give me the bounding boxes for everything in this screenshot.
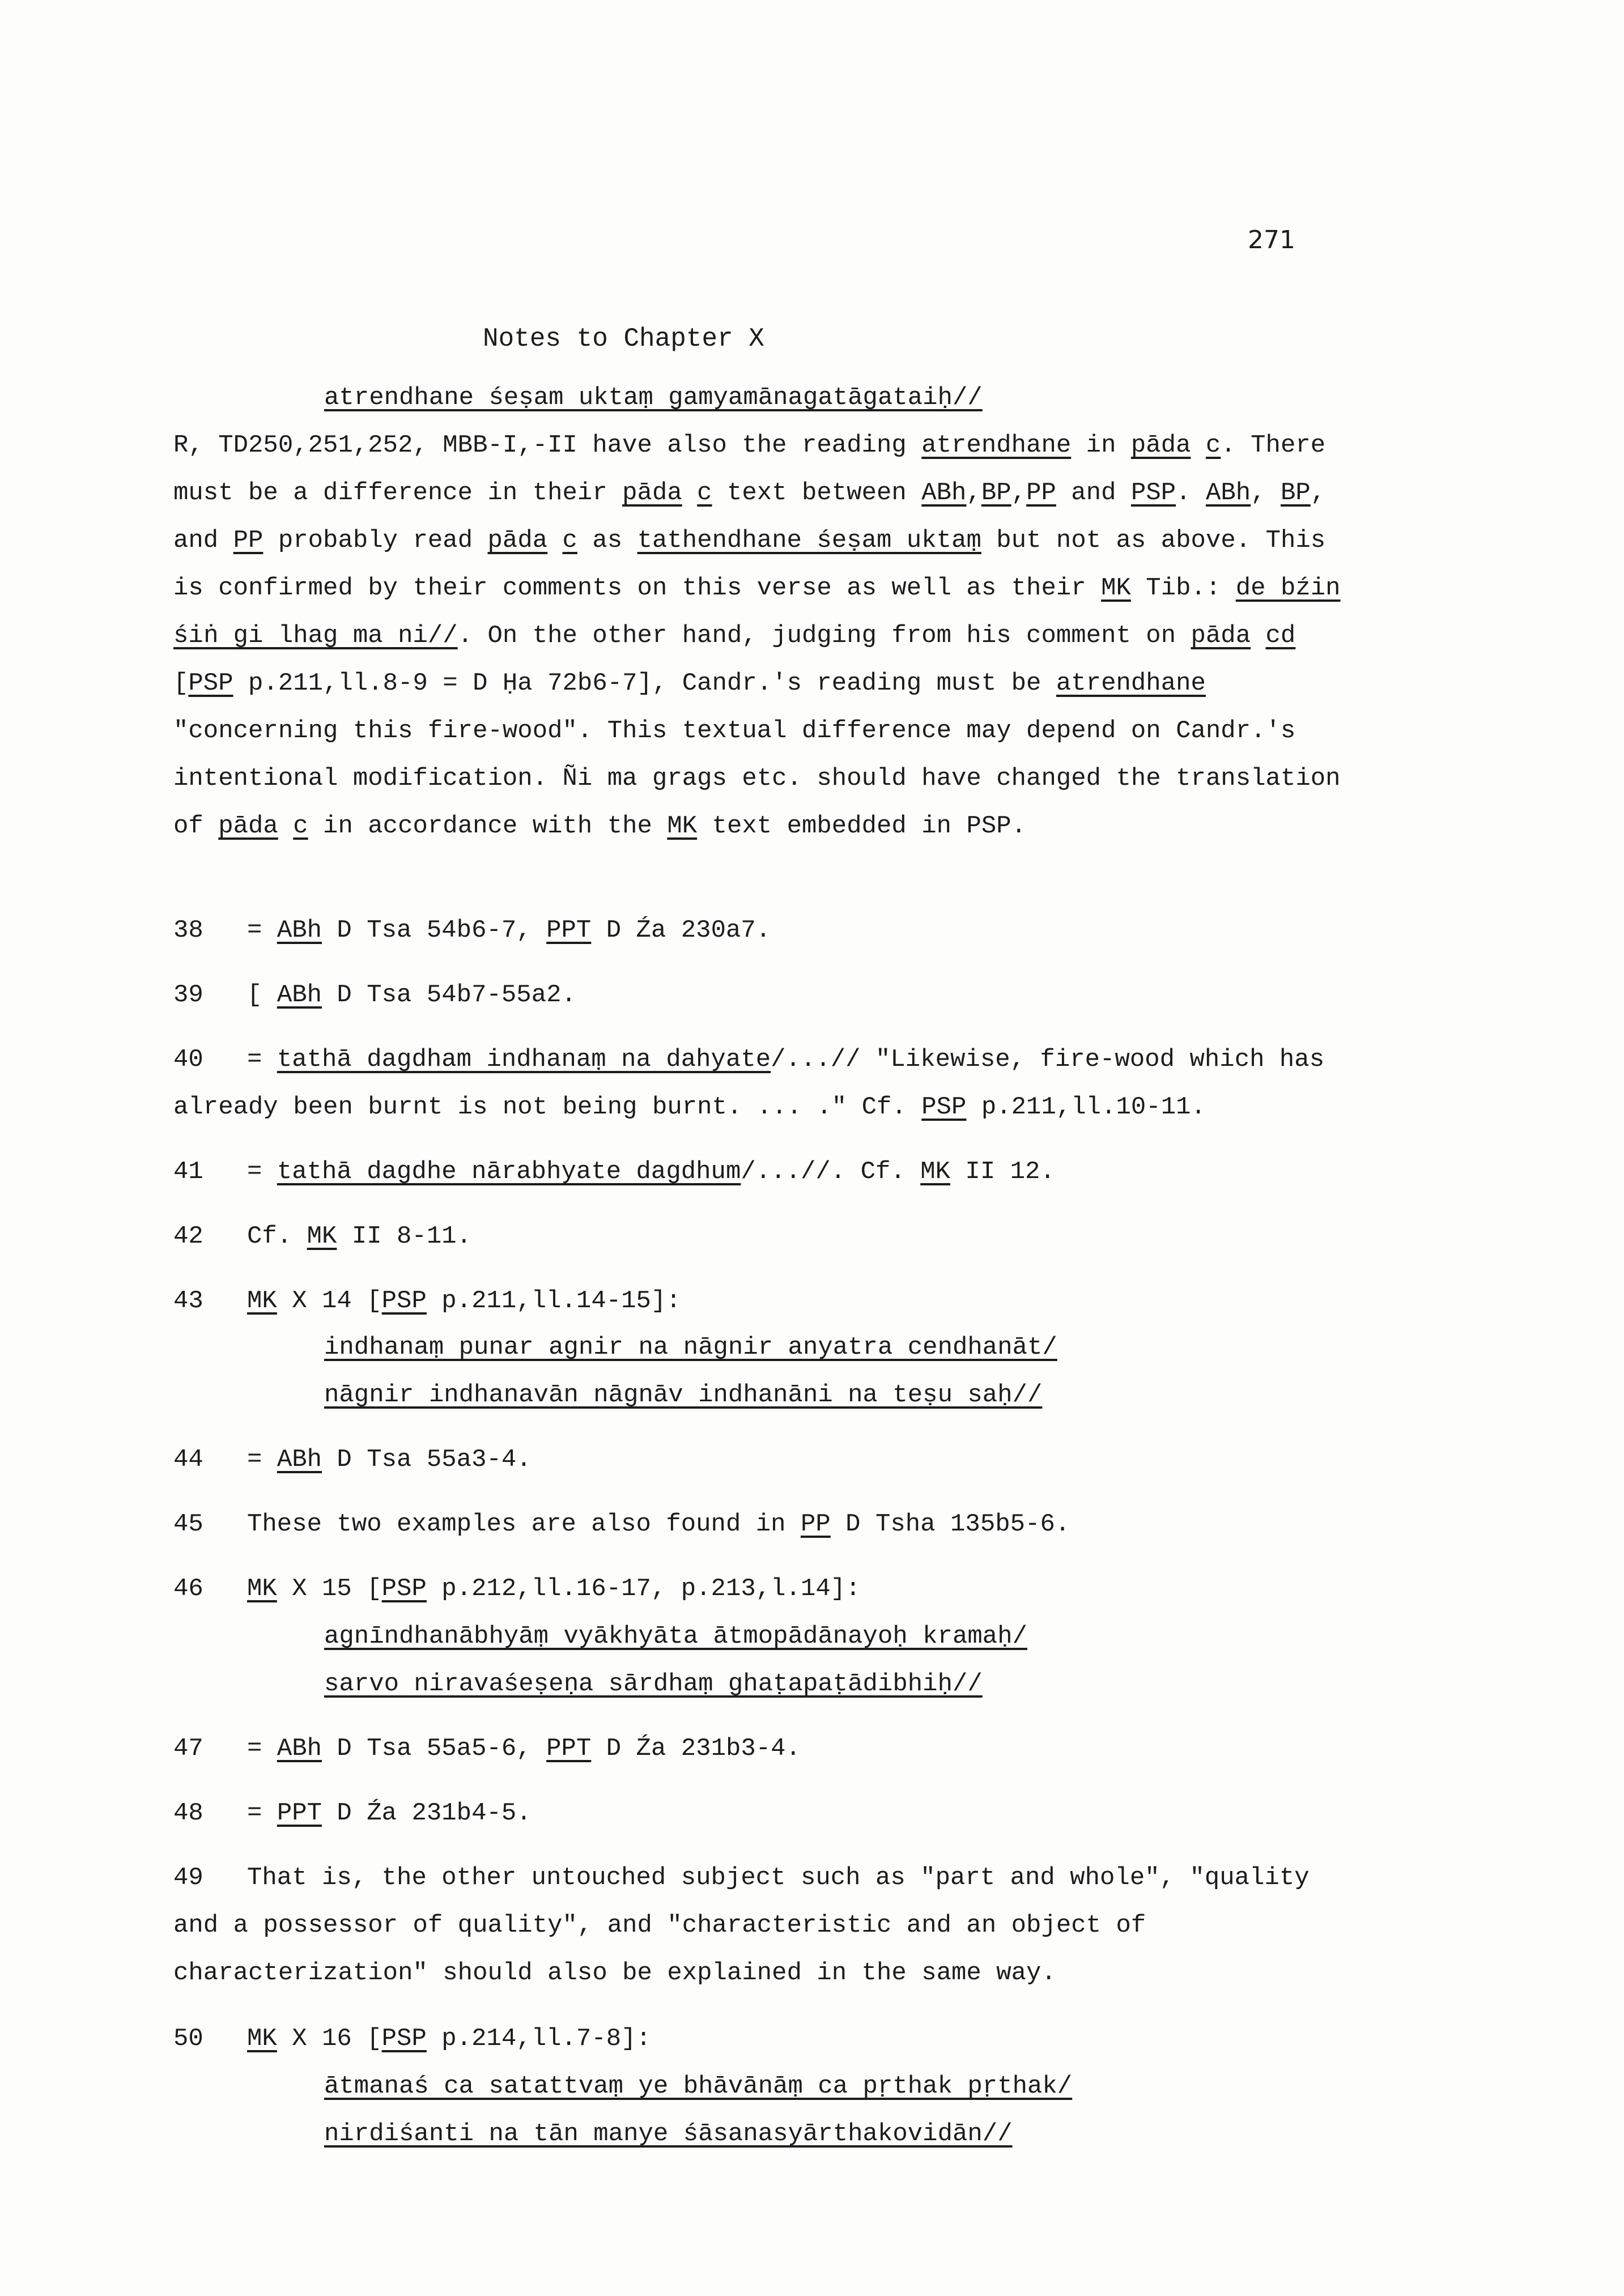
note-number: 49	[173, 1864, 203, 1892]
text-run: X 16 [	[277, 2025, 382, 2053]
underlined-term: cd	[1265, 622, 1296, 650]
text-run: , and	[173, 479, 1326, 555]
underlined-term: PP	[800, 1510, 831, 1538]
text-run: Tib.:	[1130, 574, 1236, 602]
note-number: 44	[173, 1445, 203, 1474]
text-run: D Tsa 55a3-4.	[322, 1445, 532, 1474]
text-run: . There must be a difference in their	[173, 431, 1326, 507]
underlined-term: tathendhane śeṣam uktaṃ	[637, 526, 981, 555]
text-run: /...//. Cf.	[741, 1158, 921, 1186]
text-run: =	[247, 1799, 277, 1827]
text-run: /...// "Likewise, fire-wood which has already been burnt is not being burnt. ... ." Cf.	[173, 1045, 1325, 1121]
underlined-term: de bźin śiṅ gi lhag ma ni//	[173, 574, 1341, 650]
note-48	[173, 1789, 1352, 1837]
text-run: p.211,ll.14-15]:	[426, 1287, 681, 1315]
text-run: .	[1176, 479, 1206, 507]
note-number: 40	[173, 1045, 203, 1074]
text-run: D Źa 231b3-4.	[591, 1734, 801, 1763]
verse-43-line-1: indhanaṃ punar agnir na nāgnir anyatra cendhanāt/	[324, 1333, 1057, 1362]
text-run: text embedded in PSP.	[697, 812, 1027, 840]
underlined-term: ABh	[277, 981, 322, 1009]
text-run: D Źa 230a7.	[591, 916, 771, 945]
underlined-term: PSP	[1130, 479, 1176, 507]
text-run: D Tsha 135b5-6.	[830, 1510, 1070, 1538]
note-number: 39	[173, 981, 203, 1009]
underlined-term: pāda	[622, 479, 682, 507]
text-run: X 14 [	[277, 1287, 382, 1315]
note-number: 38	[173, 916, 203, 945]
underlined-term: ABh	[277, 916, 322, 945]
text-run: D Tsa 55a5-6,	[322, 1734, 547, 1763]
underlined-term: PSP	[188, 669, 233, 698]
text-run: That is, the other untouched subject such as "part and whole", "quality and a possessor of quality", and "characteristic and an object of characterization" should also be explained in the same way.	[173, 1864, 1310, 1987]
underlined-term: atrendhane	[921, 431, 1072, 460]
text-run: II 8-11.	[337, 1222, 472, 1251]
text-run: D Tsa 54b6-7,	[322, 916, 547, 945]
text-run: [	[173, 669, 189, 698]
text-run: in accordance with the	[308, 812, 668, 840]
text-run: . On the other hand, judging from his comment on	[457, 622, 1191, 650]
text-run: and	[1056, 479, 1131, 507]
underlined-term: pāda	[1130, 431, 1191, 460]
verse-50-line-2: nirdiśanti na tān manye śāsanasyārthakovidān//	[324, 2120, 1013, 2148]
text-run: R, TD250,251,252, MBB-I,-II have also the reading	[173, 431, 922, 460]
underlined-term: PPT	[546, 916, 592, 945]
underlined-term: PSP	[381, 1575, 427, 1603]
text-run: text between	[712, 479, 922, 507]
note-39	[173, 971, 1352, 1019]
underlined-term: MK	[1101, 574, 1131, 602]
text-run: as	[577, 526, 637, 555]
underlined-term: ABh	[1205, 479, 1251, 507]
text-run: D Tsa 54b7-55a2.	[322, 981, 576, 1009]
page-number: 271	[1248, 226, 1295, 254]
text-run: =	[247, 1445, 277, 1474]
text-run: p.211,ll.10-11.	[966, 1093, 1206, 1121]
underlined-term: MK	[920, 1158, 951, 1186]
note-50	[173, 2015, 1352, 2063]
underlined-term: c	[1205, 431, 1221, 460]
text-run	[1251, 622, 1265, 650]
underlined-term: PPT	[277, 1799, 322, 1827]
text-run: D Źa 231b4-5.	[322, 1799, 532, 1827]
note-43	[173, 1277, 1352, 1325]
text-run: p.211,ll.8-9 = D Ḥa 72b6-7], Candr.'s reading must be	[233, 669, 1056, 698]
chapter-title: Notes to Chapter X	[483, 324, 764, 354]
underlined-term: MK	[307, 1222, 337, 1251]
intro-verse: atrendhane śeṣam uktaṃ gamyamānagatāgataiḥ//	[324, 384, 983, 412]
note-number: 47	[173, 1734, 203, 1763]
text-run: ,	[1011, 479, 1027, 507]
underlined-term: pāda	[1191, 622, 1251, 650]
underlined-term: PPT	[546, 1734, 592, 1763]
text-run: =	[247, 916, 277, 945]
text-run: =	[247, 1045, 277, 1074]
text-run: =	[247, 1158, 277, 1186]
verse-46-line-1: agnīndhanābhyāṃ vyākhyāta ātmopādānayoḥ kramaḥ/	[324, 1622, 1028, 1651]
text-run	[1191, 431, 1206, 460]
underlined-term: tathā dagdham indhanaṃ na dahyate	[277, 1045, 771, 1074]
intro-paragraph	[173, 422, 1352, 850]
note-number: 48	[173, 1799, 203, 1827]
verse-43-line-2: nāgnir indhanavān nāgnāv indhanāni na teṣu saḥ//	[324, 1381, 1043, 1409]
text-run: "concerning this fire-wood". This textual difference may depend on Candr.'s intentional modification. Ñi ma grags etc. should have changed the translation of	[173, 717, 1341, 840]
underlined-term: c	[293, 812, 308, 840]
note-45	[173, 1500, 1352, 1548]
underlined-term: pāda	[218, 812, 278, 840]
text-run: These two examples are also found in	[247, 1510, 801, 1538]
note-38	[173, 907, 1352, 954]
underlined-term: c	[697, 479, 712, 507]
note-46	[173, 1565, 1352, 1613]
verse-50-line-1: ātmanaś ca satattvaṃ ye bhāvānāṃ ca pṛthak pṛthak/	[324, 2072, 1073, 2101]
underlined-term: tathā dagdhe nārabhyate dagdhum	[277, 1158, 741, 1186]
underlined-term: MK	[247, 1575, 277, 1603]
underlined-term: atrendhane	[1056, 669, 1206, 698]
underlined-term: MK	[247, 2025, 277, 2053]
underlined-term: ABh	[921, 479, 967, 507]
note-49	[173, 1854, 1352, 1997]
note-number: 46	[173, 1575, 203, 1603]
note-number: 43	[173, 1287, 203, 1315]
underlined-term: PP	[1026, 479, 1056, 507]
underlined-term: pāda	[487, 526, 548, 555]
text-run: =	[247, 1734, 277, 1763]
underlined-term: c	[562, 526, 577, 555]
underlined-term: PSP	[381, 2025, 427, 2053]
text-run: X 15 [	[277, 1575, 382, 1603]
underlined-term: BP	[981, 479, 1011, 507]
underlined-term: BP	[1281, 479, 1311, 507]
note-number: 50	[173, 2025, 203, 2053]
underlined-term: PSP	[921, 1093, 967, 1121]
verse-46-line-2: sarvo niravaśeṣeṇa sārdhaṃ ghaṭapaṭādibhiḥ//	[324, 1670, 983, 1698]
text-run: ,	[966, 479, 981, 507]
note-44	[173, 1436, 1352, 1483]
text-run: II 12.	[950, 1158, 1055, 1186]
underlined-term: PP	[233, 526, 263, 555]
text-run: in	[1071, 431, 1131, 460]
text-run: probably read	[263, 526, 488, 555]
text-run: Cf.	[247, 1222, 307, 1251]
text-run	[278, 812, 293, 840]
text-run	[547, 526, 562, 555]
note-number: 42	[173, 1222, 203, 1251]
underlined-term: ABh	[277, 1734, 322, 1763]
underlined-term: MK	[667, 812, 698, 840]
text-run	[682, 479, 697, 507]
text-run: p.214,ll.7-8]:	[426, 2025, 651, 2053]
text-run: but not as above. This is confirmed by their comments on this verse as well as their	[173, 526, 1326, 602]
note-41	[173, 1148, 1352, 1196]
note-number: 41	[173, 1158, 203, 1186]
note-47	[173, 1725, 1352, 1772]
text-run: ,	[1251, 479, 1281, 507]
text-run: p.212,ll.16-17, p.213,l.14]:	[426, 1575, 861, 1603]
note-40	[173, 1036, 1352, 1131]
underlined-term: MK	[247, 1287, 277, 1315]
underlined-term: PSP	[381, 1287, 427, 1315]
note-number: 45	[173, 1510, 203, 1538]
note-42	[173, 1213, 1352, 1260]
underlined-term: ABh	[277, 1445, 322, 1474]
text-run: [	[247, 981, 277, 1009]
